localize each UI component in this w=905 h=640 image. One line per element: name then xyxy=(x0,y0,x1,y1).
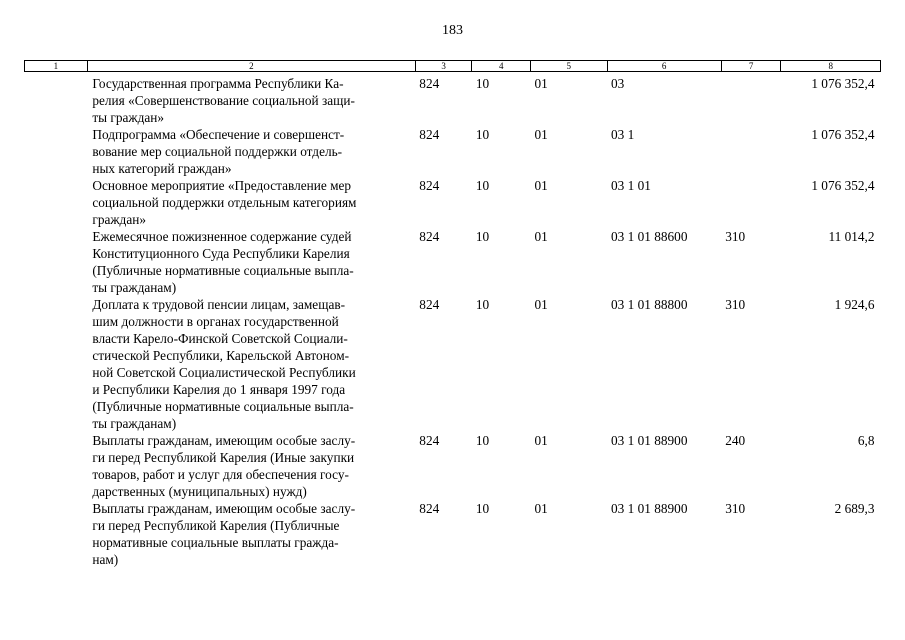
item-name xyxy=(87,432,415,500)
column-number-8: 8 xyxy=(781,61,881,72)
target-article-code: 03 1 01 88900 xyxy=(611,501,688,516)
item-name-line: ной Советской Социалистической Республики xyxy=(92,365,356,380)
table-row xyxy=(25,72,881,127)
table-row xyxy=(25,296,881,432)
item-name-line: власти Карело-Финской Советской Социали- xyxy=(92,331,348,346)
item-name-line: вование мер социальной поддержки отдель- xyxy=(92,144,343,159)
budget-table xyxy=(24,60,881,568)
item-name-line: и Республики Карелия до 1 января 1997 года xyxy=(92,382,346,397)
amount: 11 014,2 xyxy=(828,229,875,244)
page-number: 183 xyxy=(442,23,463,38)
row-number-cell xyxy=(25,500,88,568)
amount: 1 924,6 xyxy=(834,297,875,312)
column-number-1: 1 xyxy=(25,61,88,72)
item-name-line: Ежемесячное пожизненное содержание судей xyxy=(92,229,352,244)
item-name-line: ги перед Республикой Карелия (Публичные xyxy=(92,518,340,533)
ved-code: 824 xyxy=(419,501,440,516)
item-name-line: ты гражданам) xyxy=(92,416,177,431)
target-article-code: 03 xyxy=(611,76,625,91)
expense-type-code: 310 xyxy=(725,501,746,516)
expense-type-code: 240 xyxy=(725,433,746,448)
item-name-line: ты гражданам) xyxy=(92,280,177,295)
target-article-code: 03 1 01 88800 xyxy=(611,297,688,312)
column-number-2: 2 xyxy=(87,61,415,72)
item-name-line: Выплаты гражданам, имеющим особые заслу- xyxy=(92,433,356,448)
target-article-code: 03 1 01 88600 xyxy=(611,229,688,244)
table-row xyxy=(25,126,881,177)
expense-type-code: 310 xyxy=(725,229,746,244)
column-number-6: 6 xyxy=(607,61,721,72)
item-name-line: Подпрограмма «Обеспечение и совершенст- xyxy=(92,127,345,142)
item-name-line: Выплаты гражданам, имеющим особые заслу- xyxy=(92,501,356,516)
item-name-line: Конституционного Суда Республики Карелия xyxy=(92,246,350,261)
section-code: 10 xyxy=(475,229,490,244)
section-code: 10 xyxy=(475,297,490,312)
column-number-3: 3 xyxy=(415,61,472,72)
item-name-line: стической Республики, Карельской Автоном- xyxy=(92,348,350,363)
target-article-code: 03 1 xyxy=(611,127,635,142)
expense-type-code xyxy=(721,126,781,177)
subsection-code: 01 xyxy=(534,229,548,244)
subsection-code: 01 xyxy=(534,178,548,193)
section-code: 10 xyxy=(475,127,490,142)
item-name-line: ты граждан» xyxy=(92,110,165,125)
subsection-code: 01 xyxy=(534,501,548,516)
item-name-line: релия «Совершенствование социальной защи- xyxy=(92,93,355,108)
item-name xyxy=(87,177,415,228)
subsection-code: 01 xyxy=(534,297,548,312)
column-number-7: 7 xyxy=(721,61,781,72)
subsection-code: 01 xyxy=(534,76,548,91)
column-number-4: 4 xyxy=(472,61,531,72)
item-name xyxy=(87,228,415,296)
column-number-row xyxy=(25,61,881,72)
row-number-cell xyxy=(25,228,88,296)
item-name-line: граждан» xyxy=(92,212,146,227)
item-name-line: Основное мероприятие «Предоставление мер xyxy=(92,178,352,193)
item-name-line: ных категорий граждан» xyxy=(92,161,232,176)
amount: 2 689,3 xyxy=(834,501,875,516)
target-article-code: 03 1 01 88900 xyxy=(611,433,688,448)
item-name-line: социальной поддержки отдельным категориям xyxy=(92,195,357,210)
section-code: 10 xyxy=(475,76,490,91)
section-code: 10 xyxy=(475,433,490,448)
ved-code: 824 xyxy=(419,76,440,91)
row-number-cell xyxy=(25,126,88,177)
item-name xyxy=(87,296,415,432)
ved-code: 824 xyxy=(419,433,440,448)
amount: 1 076 352,4 xyxy=(811,178,875,193)
ved-code: 824 xyxy=(419,297,440,312)
row-number-cell xyxy=(25,296,88,432)
subsection-code: 01 xyxy=(534,433,548,448)
item-name-line: (Публичные нормативные социальные выпла- xyxy=(92,399,354,414)
section-code: 10 xyxy=(475,501,490,516)
item-name-line: нормативные социальные выплаты гражда- xyxy=(92,535,339,550)
row-number-cell xyxy=(25,72,88,127)
item-name-line: товаров, работ и услуг для обеспечения госу- xyxy=(92,467,349,482)
section-code: 10 xyxy=(475,178,490,193)
item-name xyxy=(87,72,415,127)
item-name xyxy=(87,126,415,177)
expense-type-code: 310 xyxy=(725,297,746,312)
ved-code: 824 xyxy=(419,229,440,244)
item-name-line: (Публичные нормативные социальные выпла- xyxy=(92,263,354,278)
expense-type-code xyxy=(721,72,781,127)
subsection-code: 01 xyxy=(534,127,548,142)
amount: 1 076 352,4 xyxy=(811,76,875,91)
ved-code: 824 xyxy=(419,127,440,142)
item-name-line: Доплата к трудовой пенсии лицам, замещав- xyxy=(92,297,346,312)
item-name-line: нам) xyxy=(92,552,119,567)
target-article-code: 03 1 01 xyxy=(611,178,651,193)
item-name xyxy=(87,500,415,568)
expense-type-code xyxy=(721,177,781,228)
item-name-line: дарственных (муниципальных) нужд) xyxy=(92,484,307,499)
column-number-5: 5 xyxy=(531,61,607,72)
table-row xyxy=(25,500,881,568)
item-name-line: Государственная программа Республики Ка- xyxy=(92,76,344,91)
table-row xyxy=(25,432,881,500)
amount: 1 076 352,4 xyxy=(811,127,875,142)
table-row xyxy=(25,228,881,296)
row-number-cell xyxy=(25,177,88,228)
row-number-cell xyxy=(25,432,88,500)
table-row xyxy=(25,177,881,228)
item-name-line: шим должности в органах государственной xyxy=(92,314,339,329)
amount: 6,8 xyxy=(857,433,875,448)
ved-code: 824 xyxy=(419,178,440,193)
item-name-line: ги перед Республикой Карелия (Иные закупки xyxy=(92,450,355,465)
table-body xyxy=(25,72,881,569)
